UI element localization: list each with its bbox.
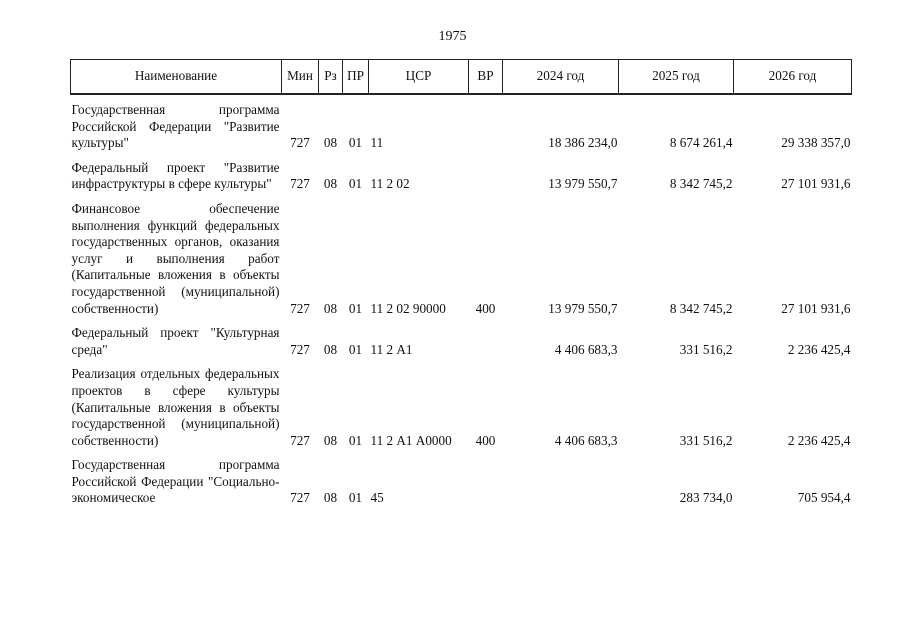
row-2026: 2 236 425,4 (787, 432, 851, 448)
header-vr: ВР (469, 60, 503, 95)
row-csr: 11 2 А1 (370, 341, 413, 357)
row-vr (469, 324, 503, 359)
table-row (71, 200, 852, 318)
row-vr (469, 101, 503, 153)
page-number: 1975 (438, 29, 467, 44)
row-pr: 01 (348, 341, 363, 357)
row-vr: 400 (475, 432, 496, 448)
row-2026: 2 236 425,4 (787, 341, 851, 357)
row-min: 727 (290, 490, 310, 506)
row-min: 727 (290, 432, 310, 448)
row-2025: 8 674 261,4 (669, 135, 733, 151)
table-body (71, 94, 852, 508)
row-pr: 01 (348, 490, 363, 506)
row-2026: 27 101 931,6 (781, 176, 851, 192)
row-2024 (503, 456, 619, 508)
row-2024: 13 979 550,7 (548, 176, 618, 192)
header-rz: Рз (319, 60, 343, 95)
row-name: Государственная программа Российской Федерации "Социально-экономическое (71, 457, 280, 506)
row-name: Реализация отдельных федеральных проектов в сфере культуры (Капитальные вложения в объекты государственной (муниципальной) собственности) (71, 366, 280, 448)
table-row (71, 456, 852, 508)
table-row (71, 159, 852, 194)
row-rz: 08 (323, 300, 338, 316)
table-row (71, 365, 852, 450)
row-csr: 11 2 02 (370, 176, 410, 192)
row-2024: 4 406 683,3 (554, 432, 618, 448)
table-row (71, 324, 852, 359)
table-header (71, 60, 852, 95)
table-row (71, 101, 852, 153)
header-2026: 2026 год (734, 60, 852, 95)
row-pr: 01 (348, 300, 363, 316)
row-2024: 18 386 234,0 (548, 135, 618, 151)
row-min: 727 (290, 176, 310, 192)
header-csr: ЦСР (369, 60, 469, 95)
row-2025: 331 516,2 (679, 432, 733, 448)
row-pr: 01 (348, 432, 363, 448)
header-2025: 2025 год (619, 60, 734, 95)
row-pr: 01 (348, 135, 363, 151)
row-name: Государственная программа Российской Федерации "Развитие культуры" (71, 102, 280, 151)
row-2025: 283 734,0 (679, 490, 733, 506)
row-2026: 705 954,4 (797, 490, 851, 506)
row-2026: 27 101 931,6 (781, 300, 851, 316)
row-min: 727 (290, 341, 310, 357)
row-name: Федеральный проект "Развитие инфраструктуры в сфере культуры" (71, 159, 280, 192)
row-rz: 08 (323, 135, 338, 151)
row-name: Финансовое обеспечение выполнения функций федеральных государственных органов, оказания услуг и выполнения работ (Капитальные вложения в объекты государственной (муниципальной) собственности) (71, 200, 280, 316)
row-csr: 11 2 02 90000 (370, 300, 446, 316)
row-vr: 400 (475, 300, 496, 316)
header-pr: ПР (343, 60, 369, 95)
row-rz: 08 (323, 432, 338, 448)
row-vr (469, 159, 503, 194)
header-name: Наименование (71, 60, 282, 95)
row-2026: 29 338 357,0 (781, 135, 851, 151)
row-2025: 331 516,2 (679, 341, 733, 357)
row-csr: 11 2 А1 А0000 (370, 432, 452, 448)
header-min: Мин (282, 60, 319, 95)
row-rz: 08 (323, 490, 338, 506)
row-2024: 4 406 683,3 (554, 341, 618, 357)
row-2025: 8 342 745,2 (669, 176, 733, 192)
header-2024: 2024 год (503, 60, 619, 95)
row-rz: 08 (323, 176, 338, 192)
row-2025: 8 342 745,2 (669, 300, 733, 316)
row-pr: 01 (348, 176, 363, 192)
row-min: 727 (290, 300, 310, 316)
row-csr: 45 (370, 490, 384, 506)
row-rz: 08 (323, 341, 338, 357)
row-min: 727 (290, 135, 310, 151)
row-2024: 13 979 550,7 (548, 300, 618, 316)
row-vr (469, 456, 503, 508)
row-csr: 11 (370, 135, 384, 151)
budget-table (70, 59, 852, 508)
row-name: Федеральный проект "Культурная среда" (71, 325, 280, 357)
